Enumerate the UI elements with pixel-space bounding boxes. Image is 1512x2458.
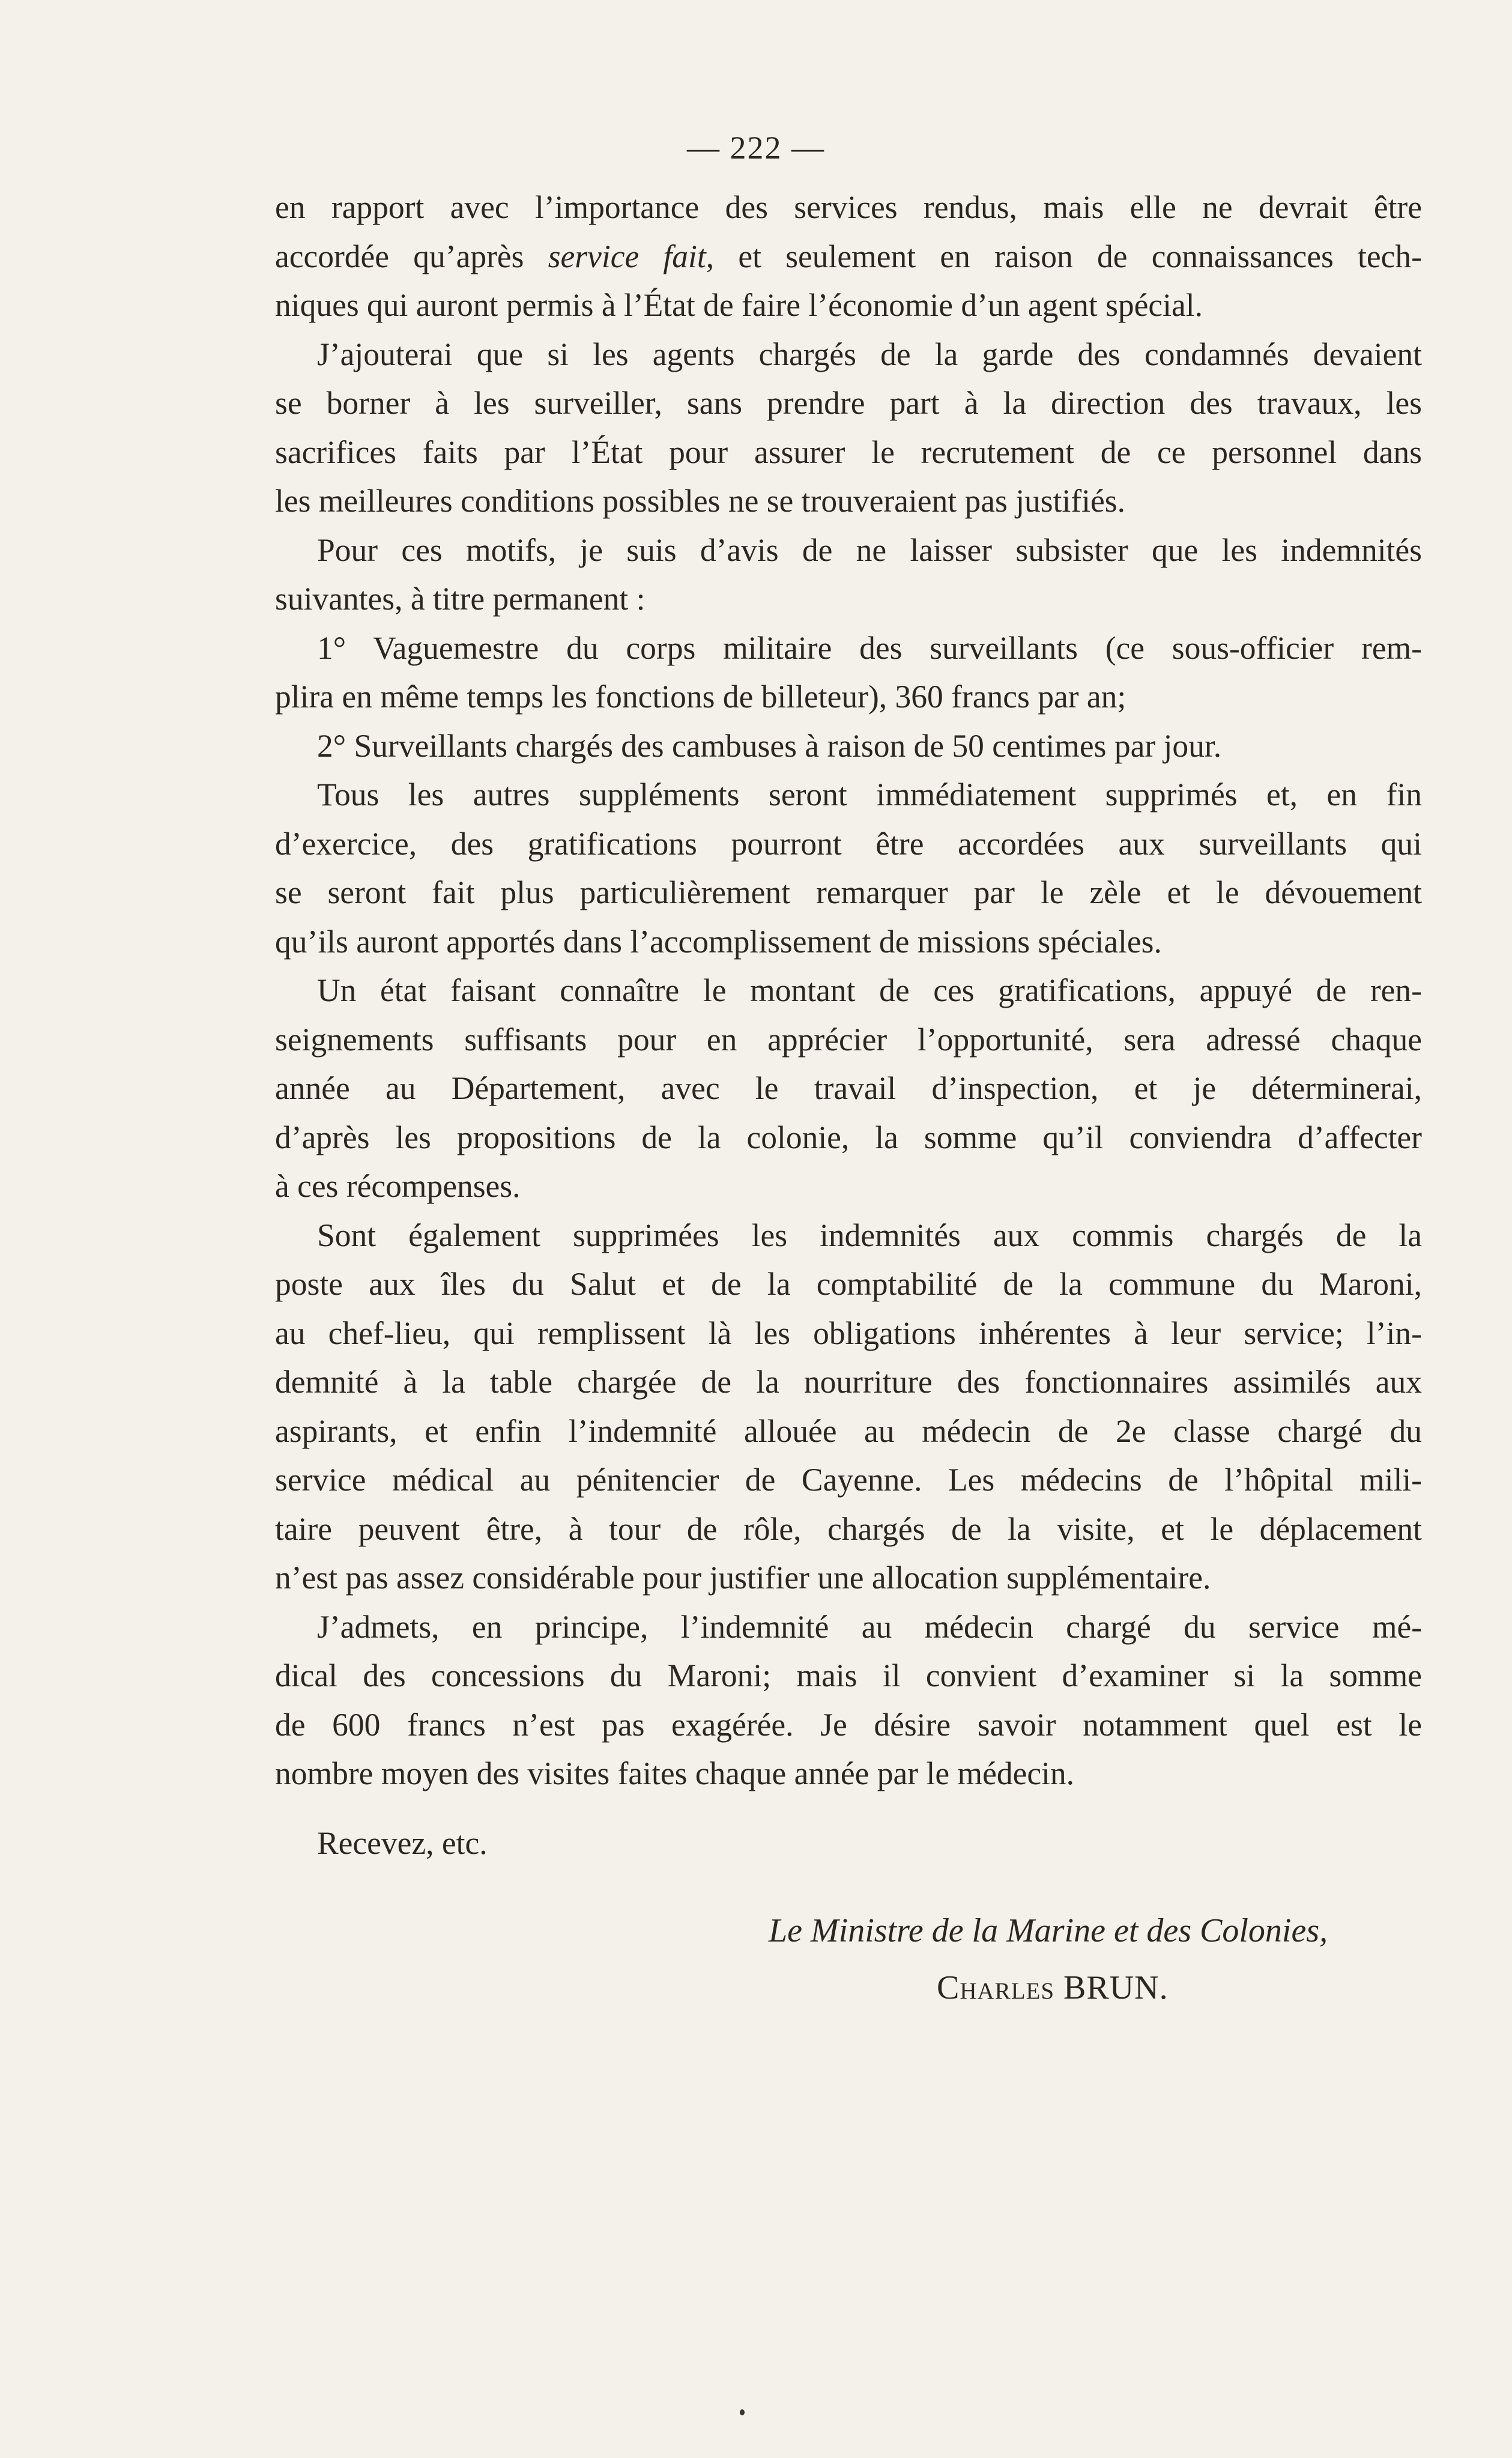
paragraph-start: Sont également supprimées les indemnités aux commis chargés de la bbox=[317, 1217, 1422, 1253]
text-line: accordée qu’après service fait, et seulement en raison de connaissances tech- bbox=[275, 238, 1422, 274]
text-line: d’exercice, des gratifications pourront être accordées aux surveillants qui bbox=[275, 825, 1422, 862]
text-line: en rapport avec l’importance des services rendus, mais elle ne devrait être bbox=[275, 189, 1422, 225]
paragraph-start: J’ajouterai que si les agents chargés de la garde des condamnés devaient bbox=[317, 336, 1422, 372]
text-line: se borner à les surveiller, sans prendre part à la direction des travaux, les bbox=[275, 385, 1422, 421]
text-line: de 600 francs n’est pas exagérée. Je désire savoir notamment quel est le bbox=[275, 1706, 1422, 1743]
text-line: au chef-lieu, qui remplissent là les obligations inhérentes à leur service; l’in- bbox=[275, 1315, 1422, 1351]
paragraph-start: Pour ces motifs, je suis d’avis de ne laisser subsister que les indemnités bbox=[317, 531, 1422, 568]
text-line: nombre moyen des visites faites chaque année par le médecin. bbox=[275, 1755, 1075, 1791]
text-line: qu’ils auront apportés dans l’accomplissement de missions spéciales. bbox=[275, 923, 1162, 960]
text-line: sacrifices faits par l’État pour assurer le recrutement de ce personnel dans bbox=[275, 434, 1422, 470]
signature-title: Le Ministre de la Marine et des Colonies, bbox=[769, 1912, 1328, 1949]
text-line: dical des concessions du Maroni; mais il convient d’examiner si la somme bbox=[275, 1657, 1422, 1694]
page-number: — 222 — bbox=[687, 130, 825, 166]
text-line: niques qui auront permis à l’État de faire l’économie d’un agent spécial. bbox=[275, 287, 1203, 323]
text-line: aspirants, et enfin l’indemnité allouée au médecin de 2e classe chargé du bbox=[275, 1412, 1422, 1449]
text-line: les meilleures conditions possibles ne se trouveraient pas justifiés. bbox=[275, 483, 1125, 519]
signer-first-name: Charles bbox=[937, 1969, 1055, 2006]
list-item-1: 1° Vaguemestre du corps militaire des surveillants (ce sous-officier rem- bbox=[317, 629, 1422, 666]
text-line: service médical au pénitencier de Cayenne. Les médecins de l’hôpital mili- bbox=[275, 1462, 1422, 1498]
closing-line: Recevez, etc. bbox=[317, 1824, 488, 1861]
text-line: d’après les propositions de la colonie, la somme qu’il conviendra d’affecter bbox=[275, 1119, 1422, 1155]
letter-body bbox=[275, 183, 1422, 1868]
paragraph-start: Un état faisant connaître le montant de ces gratifications, appuyé de ren- bbox=[317, 972, 1422, 1008]
signer-last-name: BRUN. bbox=[1063, 1969, 1169, 2006]
paragraph-start: J’admets, en principe, l’indemnité au médecin chargé du service mé- bbox=[317, 1608, 1422, 1645]
text-line: seignements suffisants pour en apprécier l’opportunité, sera adressé chaque bbox=[275, 1021, 1422, 1058]
ink-speck bbox=[740, 2409, 745, 2415]
signature-name bbox=[937, 1964, 1169, 2012]
text-line: n’est pas assez considérable pour justifier une allocation supplémentaire. bbox=[275, 1560, 1211, 1596]
text-line: plira en même temps les fonctions de billeteur), 360 francs par an; bbox=[275, 679, 1126, 715]
text-line: poste aux îles du Salut et de la comptabilité de la commune du Maroni, bbox=[275, 1266, 1422, 1302]
text-line: suivantes, à titre permanent : bbox=[275, 581, 646, 617]
text-line: année au Département, avec le travail d’inspection, et je déterminerai, bbox=[275, 1070, 1422, 1106]
emphasis: service fait bbox=[548, 238, 706, 274]
list-item-2: 2° Surveillants chargés des cambuses à raison de 50 centimes par jour. bbox=[317, 727, 1222, 764]
text-line: se seront fait plus particulièrement remarquer par le zèle et le dévouement bbox=[275, 874, 1422, 910]
text-line: à ces récompenses. bbox=[275, 1168, 521, 1204]
paragraph-start: Tous les autres suppléments seront immédiatement supprimés et, en fin bbox=[317, 776, 1422, 813]
text-line: taire peuvent être, à tour de rôle, chargés de la visite, et le déplacement bbox=[275, 1510, 1422, 1547]
text-line: demnité à la table chargée de la nourriture des fonctionnaires assimilés aux bbox=[275, 1364, 1422, 1400]
